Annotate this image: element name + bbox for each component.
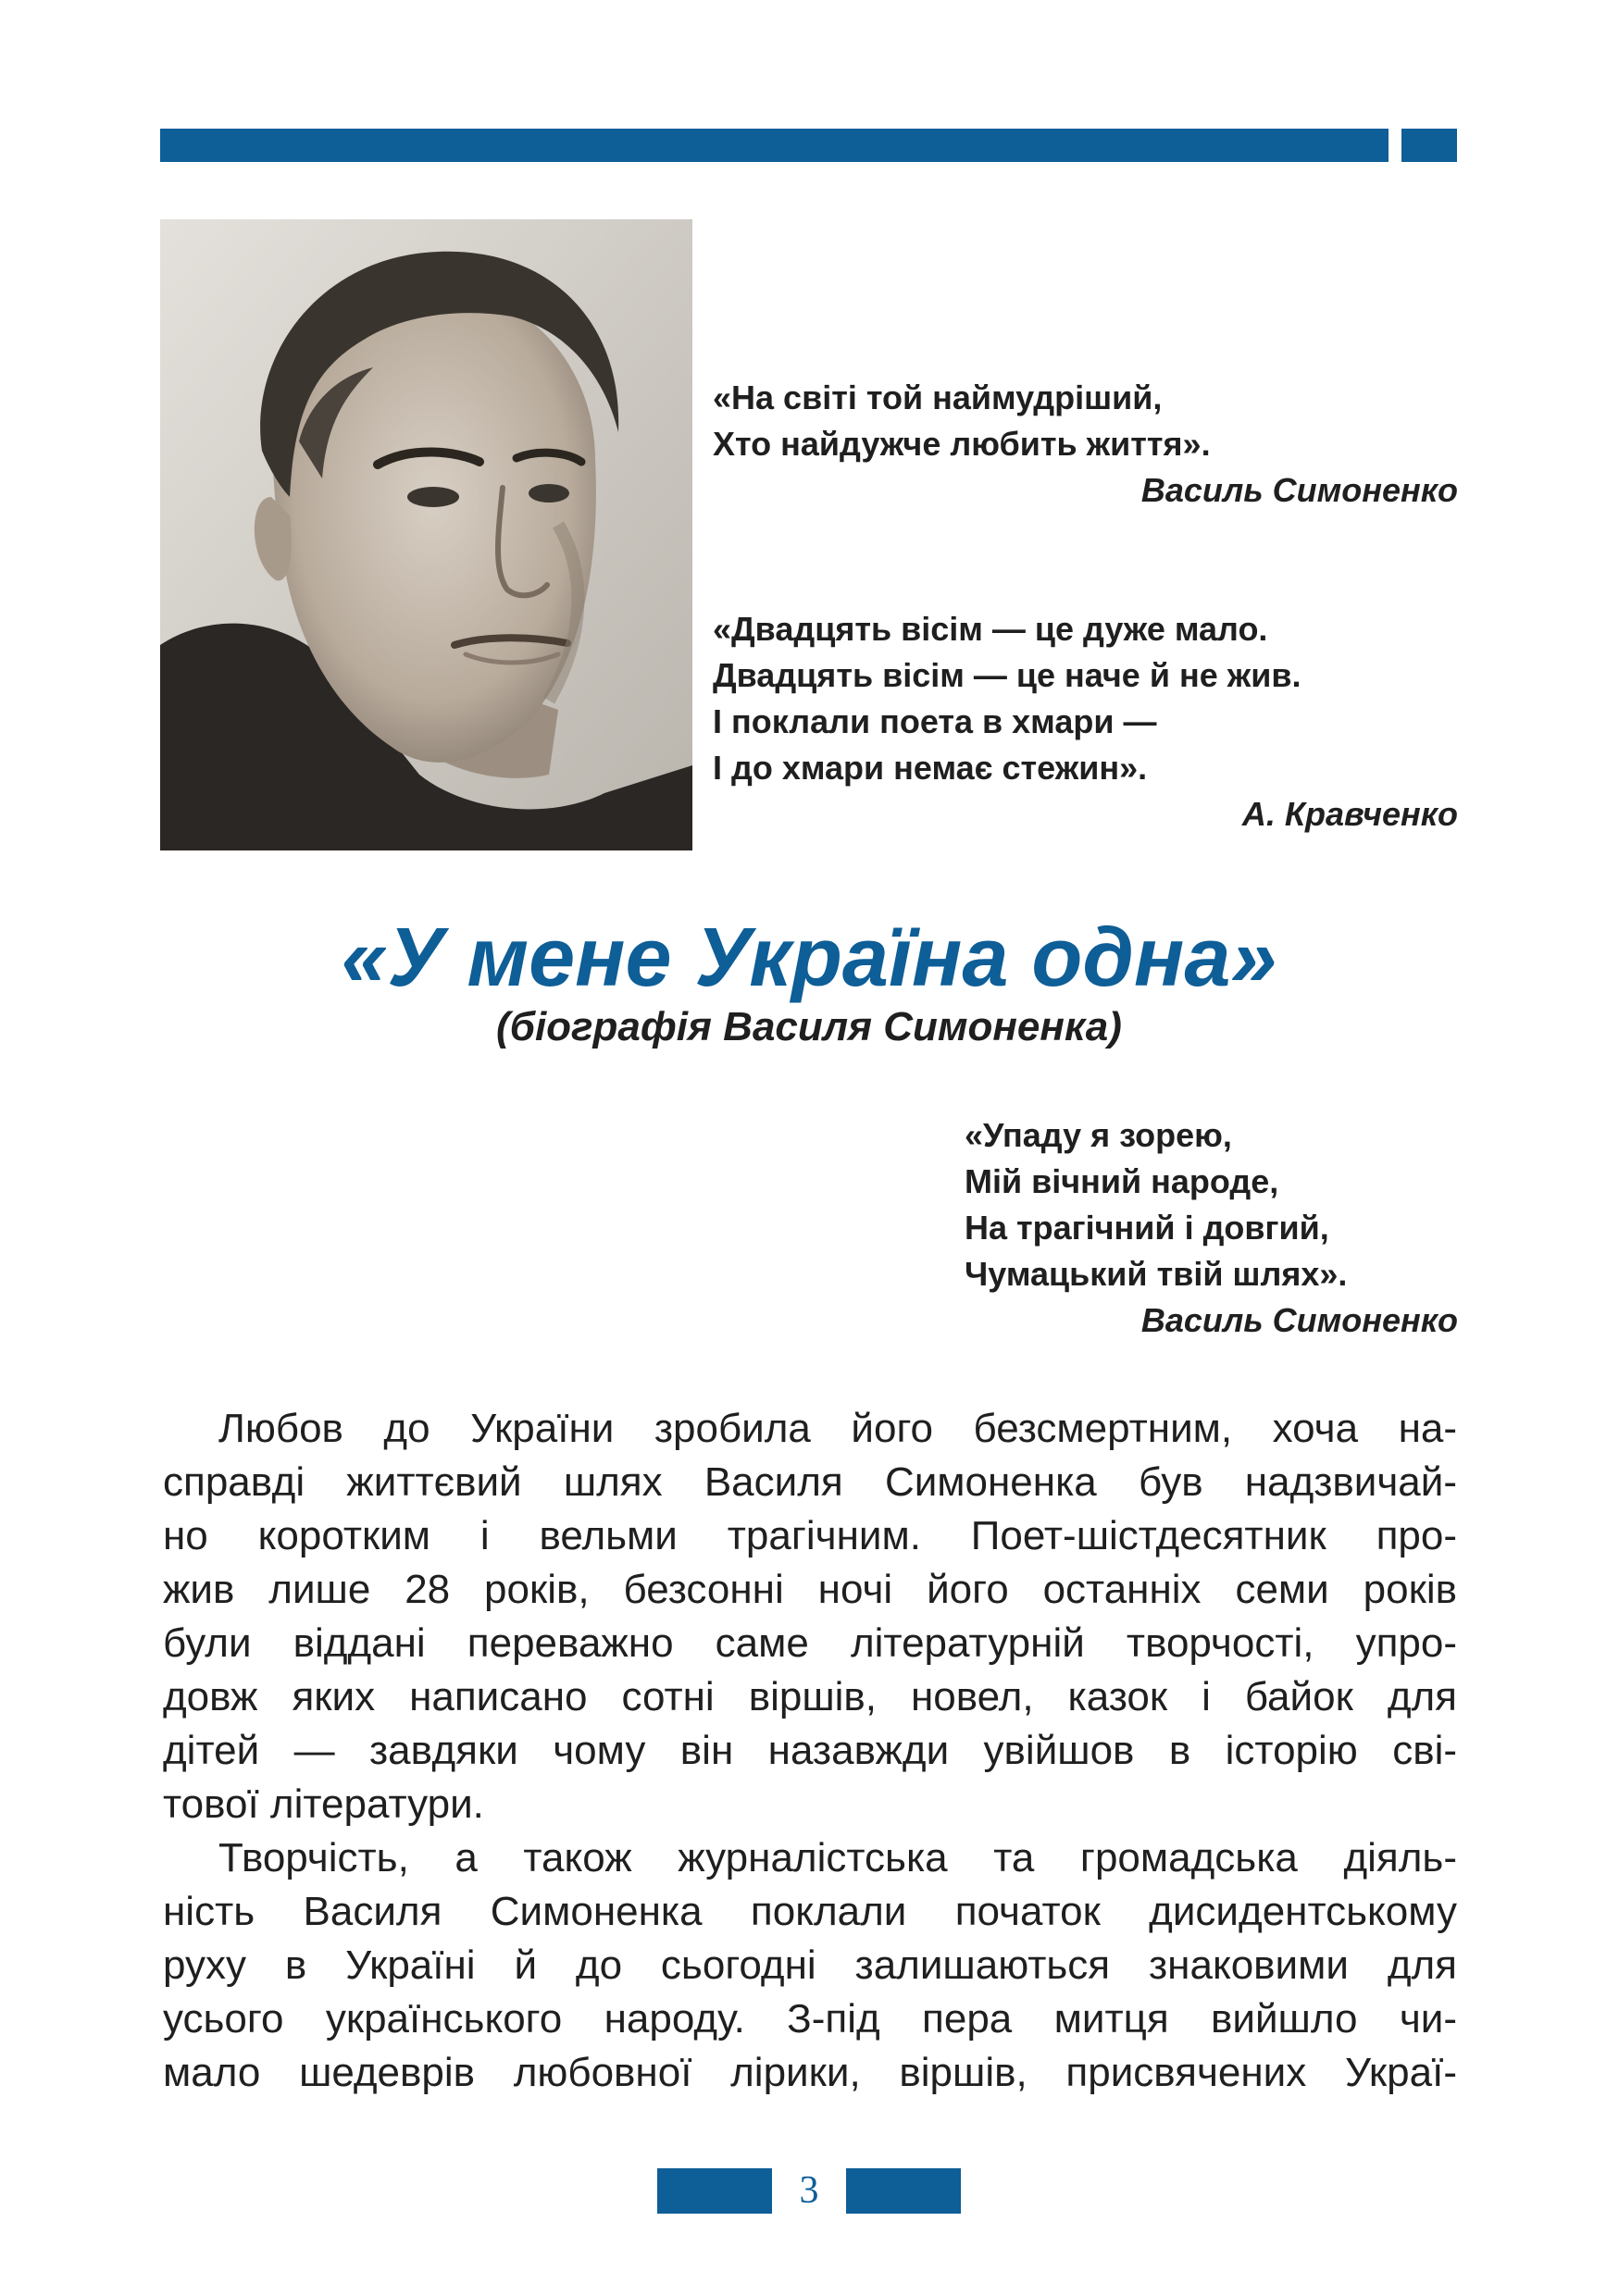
text-line: жив лише 28 років, безсонні ночі його останніх семи років xyxy=(163,1567,1457,1612)
epigraph-line: І поклали поета в хмари — xyxy=(713,702,1157,740)
text-line: Творчість, а також журналістська та громадська діяль- xyxy=(218,1835,1457,1880)
epigraph-author: Василь Симоненко xyxy=(1140,1301,1458,1339)
portrait-photo xyxy=(160,219,692,850)
text-line: довж яких написано сотні віршів, новел, казок і байок для xyxy=(163,1674,1457,1719)
epigraph-author: А. Кравченко xyxy=(1241,795,1458,833)
body-paragraph-1 xyxy=(163,1402,1457,1831)
text-line: були віддані переважно саме літературній творчості, упро- xyxy=(163,1620,1457,1666)
epigraph-author: Василь Симоненко xyxy=(1140,471,1458,509)
epigraph-2 xyxy=(713,606,1458,838)
footer-bar-right xyxy=(846,2168,961,2214)
text-line: ність Василя Симоненка поклали початок дисидентському xyxy=(163,1889,1457,1934)
epigraph-line: На трагічний і довгий, xyxy=(965,1209,1329,1247)
text-line: усього українського народу. З-під пера митця вийшло чи- xyxy=(163,1996,1457,2042)
footer-bar-left xyxy=(657,2168,772,2214)
text-line: справді життєвий шлях Василя Симоненка був надзвичай- xyxy=(163,1459,1457,1505)
epigraph-line: «На світі той наймудріший, xyxy=(713,379,1163,416)
header-bar-short xyxy=(1401,129,1457,162)
epigraph-line: Хто найдужче любить життя». xyxy=(713,425,1211,463)
epigraph-line: «Упаду я зорею, xyxy=(965,1116,1232,1154)
epigraph-line: «Двадцять вісім — це дуже мало. xyxy=(713,610,1268,648)
epigraph-1 xyxy=(713,375,1458,514)
header-bar-long xyxy=(160,129,1389,162)
text-line: но коротким і вельми трагічним. Поет-шістдесятник про- xyxy=(163,1513,1457,1558)
epigraph-line: Чумацький твій шлях». xyxy=(965,1255,1348,1293)
epigraph-line: Двадцять вісім — це наче й не жив. xyxy=(713,656,1301,694)
body-paragraph-2 xyxy=(163,1831,1457,2100)
page-title: «У мене Україна одна» xyxy=(341,912,1277,1004)
text-line: дітей — завдяки чому він назавжди увійшов в історію сві- xyxy=(163,1728,1457,1773)
epigraph-3 xyxy=(965,1112,1458,1344)
epigraph-line: І до хмари немає стежин». xyxy=(713,749,1148,787)
text-line: мало шедеврів любовної лірики, віршів, присвячених Украї- xyxy=(163,2050,1457,2095)
text-line: руху в Україні й до сьогодні залишаються знаковими для xyxy=(163,1942,1457,1988)
page-subtitle: (біографія Василя Симоненка) xyxy=(496,1004,1122,1049)
text-line: тової літератури. xyxy=(163,1781,484,1827)
epigraph-line: Мій вічний народе, xyxy=(965,1162,1279,1200)
page-number: 3 xyxy=(799,2169,819,2212)
text-line: Любов до України зробила його безсмертним, хоча на- xyxy=(218,1406,1457,1451)
